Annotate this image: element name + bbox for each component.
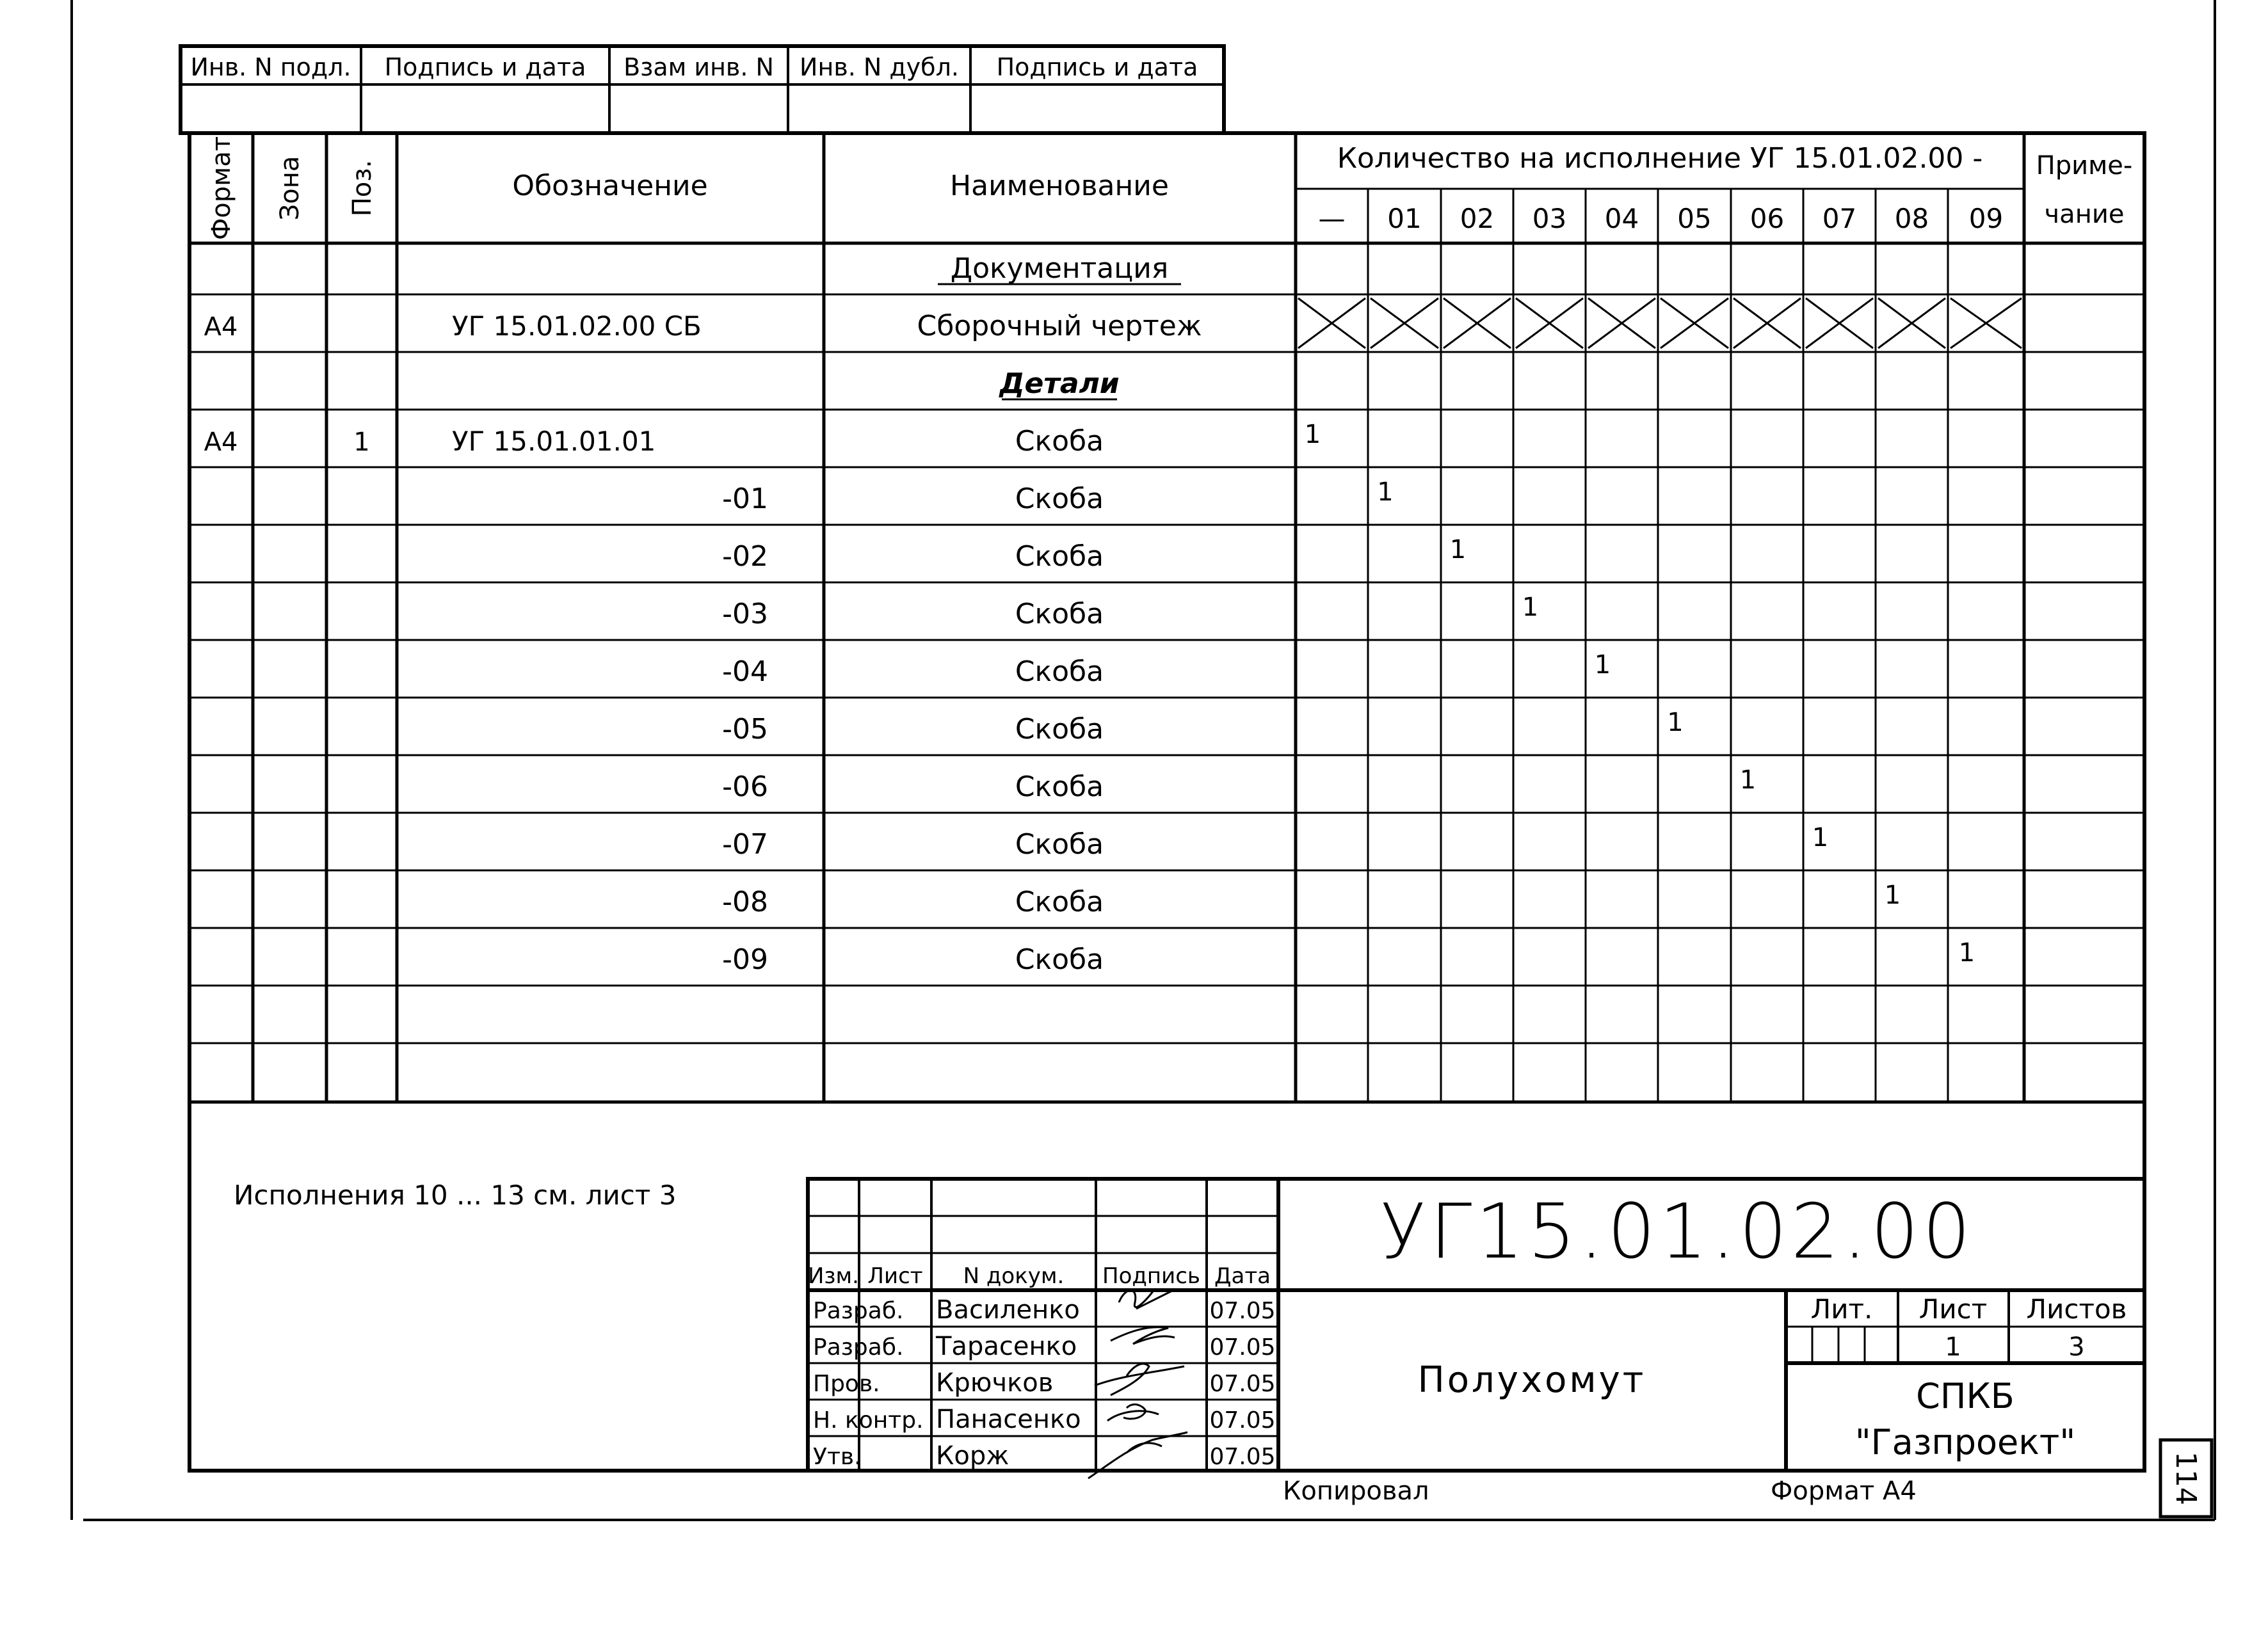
document-number: УГ15.01.02.00 — [1379, 1187, 1975, 1275]
spec-row — [722, 823, 1828, 861]
title-block — [808, 1179, 2144, 1471]
quantity-value: 1 — [1449, 535, 1467, 564]
signer-name: Панасенко — [936, 1405, 1081, 1434]
spec-row — [722, 593, 1538, 630]
variant-header-2: 02 — [1460, 203, 1495, 234]
row-designation: -01 — [722, 483, 768, 515]
variants-note: Исполнения 10 ... 13 см. лист 3 — [234, 1179, 677, 1211]
spec-row — [722, 765, 1756, 803]
not-applicable-mark — [1878, 298, 1945, 348]
spec-row — [938, 252, 1181, 285]
header-pos: Поз. — [348, 159, 377, 217]
spec-body — [204, 252, 2022, 976]
row-designation: -05 — [722, 713, 768, 746]
row-format: А4 — [204, 312, 238, 342]
signer-name: Корж — [936, 1441, 1009, 1471]
signer-date: 07.05 — [1209, 1298, 1276, 1324]
row-designation: -04 — [722, 655, 768, 688]
row-designation: -08 — [722, 886, 768, 918]
signer-role: Н. контр. — [813, 1407, 924, 1434]
not-applicable-mark — [1950, 298, 2022, 348]
signer-name: Тарасенко — [936, 1332, 1077, 1361]
variant-header-7: 07 — [1822, 203, 1857, 234]
header-note-1: Приме- — [2036, 151, 2133, 180]
organization-line-1: СПКБ — [1916, 1376, 2015, 1416]
signer-date: 07.05 — [1209, 1334, 1276, 1361]
quantity-value: 1 — [1304, 420, 1321, 449]
row-name: Скоба — [1015, 425, 1104, 458]
spec-row — [722, 708, 1684, 746]
signer-date: 07.05 — [1209, 1371, 1276, 1397]
copied-label: Копировал — [1283, 1476, 1429, 1506]
signatures — [1088, 1290, 1187, 1478]
row-name: Документация — [950, 252, 1169, 285]
variant-header-6: 06 — [1749, 203, 1785, 234]
row-name: Скоба — [1015, 713, 1104, 746]
not-applicable-mark — [1444, 298, 1511, 348]
row-name: Сборочный чертеж — [917, 310, 1202, 342]
signer-name: Василенко — [936, 1295, 1080, 1325]
change-header-2: N докум. — [963, 1263, 1065, 1289]
row-format: А4 — [204, 427, 238, 457]
spec-row — [722, 650, 1611, 688]
header-zone: Зона — [275, 156, 305, 221]
row-designation: -09 — [722, 943, 768, 976]
lit-label: Лит. — [1810, 1293, 1873, 1325]
row-designation: -02 — [722, 540, 768, 573]
stamp-header-3: Инв. N дубл. — [800, 53, 959, 81]
variant-header-3: 03 — [1532, 203, 1567, 234]
spec-row — [722, 535, 1466, 573]
signer-role: Разраб. — [813, 1298, 904, 1324]
signer-date: 07.05 — [1209, 1444, 1276, 1470]
variant-header-4: 04 — [1604, 203, 1639, 234]
variant-header-8: 08 — [1894, 203, 1929, 234]
quantity-value: 1 — [1958, 938, 1975, 968]
quantity-value: 1 — [1522, 593, 1539, 622]
change-header-3: Подпись — [1102, 1263, 1200, 1289]
variant-header-1: 01 — [1387, 203, 1422, 234]
row-name: Скоба — [1015, 540, 1104, 573]
row-position: 1 — [353, 427, 370, 457]
header-name: Наименование — [950, 170, 1169, 202]
not-applicable-mark — [1588, 298, 1655, 348]
row-designation: -07 — [722, 828, 768, 861]
not-applicable-mark — [1733, 298, 1801, 348]
spec-row — [204, 298, 2022, 348]
signer-date: 07.05 — [1209, 1407, 1276, 1434]
page-number: 114 — [2169, 1451, 2202, 1505]
stamp-header-0: Инв. N подл. — [190, 53, 351, 81]
header-format: Формат — [207, 136, 236, 241]
stamp-header-4: Подпись и дата — [996, 53, 1198, 81]
spec-row — [204, 420, 1321, 458]
row-name: Скоба — [1015, 943, 1104, 976]
header-designation: Обозначение — [512, 170, 708, 202]
not-applicable-mark — [1661, 298, 1728, 348]
signer-role: Пров. — [813, 1371, 880, 1397]
header-quantity: Количество на исполнение УГ 15.01.02.00 - — [1337, 142, 1983, 175]
stamp-header-1: Подпись и дата — [384, 53, 586, 81]
not-applicable-mark — [1298, 298, 1365, 348]
organization-line-2: "Газпроект" — [1854, 1422, 2076, 1462]
row-name: Скоба — [1015, 483, 1104, 515]
row-name: Скоба — [1015, 886, 1104, 918]
row-designation: УГ 15.01.01.01 — [452, 426, 656, 457]
quantity-value: 1 — [1884, 881, 1901, 910]
quantity-value: 1 — [1667, 708, 1684, 737]
change-header-4: Дата — [1214, 1263, 1271, 1289]
row-designation: УГ 15.01.02.00 СБ — [452, 310, 702, 342]
sheet-number: 1 — [1945, 1332, 1961, 1362]
signer-name: Крючков — [936, 1368, 1054, 1398]
inventory-stamp — [181, 46, 1224, 133]
not-applicable-mark — [1371, 298, 1438, 348]
row-designation: -06 — [722, 771, 768, 803]
drawing-title: Полухомут — [1417, 1359, 1646, 1401]
spec-row — [998, 367, 1119, 400]
not-applicable-mark — [1806, 298, 1873, 348]
row-name: Скоба — [1015, 598, 1104, 630]
change-header-0: Изм. — [808, 1263, 859, 1289]
spec-row — [722, 938, 1975, 976]
quantity-value: 1 — [1377, 477, 1394, 507]
format-label: Формат А4 — [1771, 1476, 1917, 1506]
not-applicable-mark — [1516, 298, 1583, 348]
quantity-value: 1 — [1812, 823, 1829, 852]
sheet-label: Лист — [1918, 1293, 1988, 1325]
variant-header-9: 09 — [1968, 203, 2004, 234]
signer-role: Утв. — [813, 1444, 862, 1470]
row-name: Скоба — [1015, 771, 1104, 803]
variant-header-5: 05 — [1677, 203, 1712, 234]
row-name: Детали — [999, 367, 1120, 400]
change-header-1: Лист — [867, 1263, 923, 1289]
sheets-count: 3 — [2068, 1332, 2085, 1362]
stamp-header-2: Взам инв. N — [623, 53, 774, 81]
row-designation: -03 — [722, 598, 768, 630]
header-note-2: чание — [2044, 200, 2125, 229]
page-number-box — [2160, 1440, 2212, 1517]
signer-role: Разраб. — [813, 1334, 904, 1361]
variant-header-0: — — [1318, 203, 1346, 234]
row-name: Скоба — [1015, 828, 1104, 861]
quantity-value: 1 — [1739, 765, 1757, 795]
sheets-label: Листов — [2026, 1293, 2127, 1325]
quantity-value: 1 — [1594, 650, 1611, 680]
spec-row — [722, 881, 1901, 918]
row-name: Скоба — [1015, 655, 1104, 688]
